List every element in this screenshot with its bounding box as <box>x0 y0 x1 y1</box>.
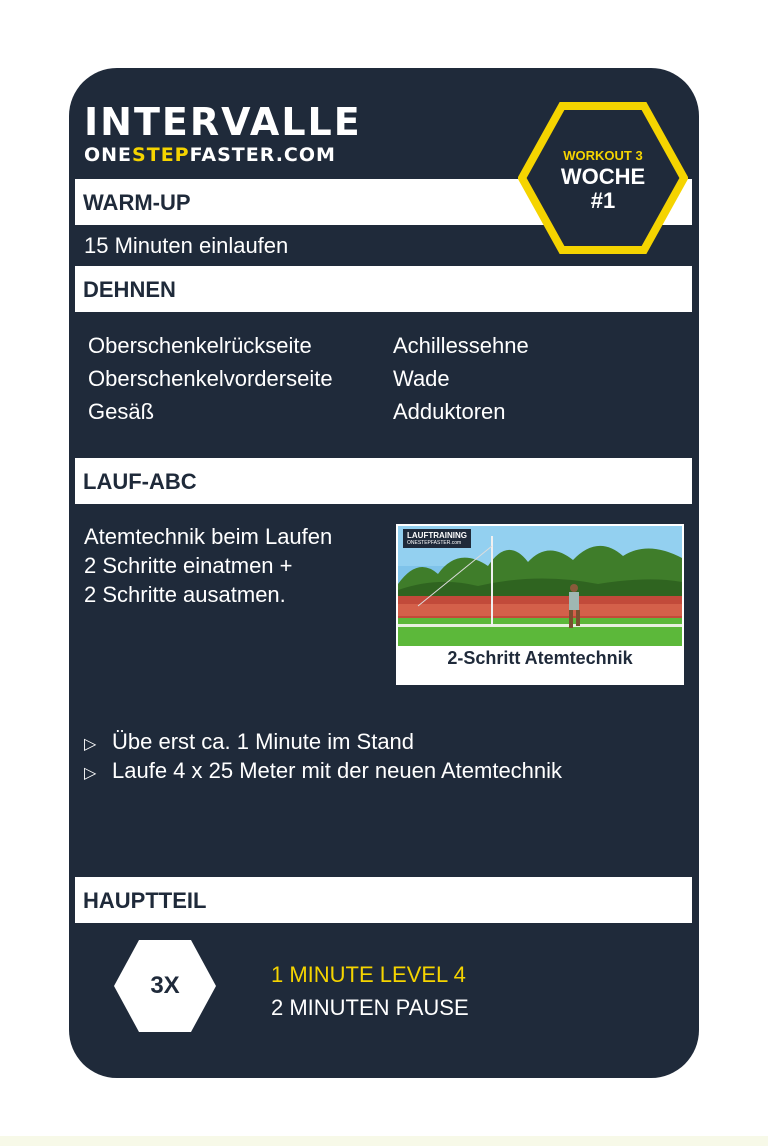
repeat-badge <box>112 938 218 1034</box>
section-heading-hauptteil: HAUPTTEIL <box>83 888 207 913</box>
brand-part-accent: STEP <box>132 144 190 166</box>
badge-week-number: #1 <box>590 188 616 213</box>
badge-week-word: WOCHE <box>560 164 646 189</box>
interval-pause: 2 MINUTEN PAUSE <box>271 995 469 1020</box>
section-bar-hauptteil <box>75 877 692 923</box>
laufabc-description <box>84 522 332 609</box>
stretch-list-left <box>88 329 333 428</box>
week-badge <box>518 102 688 254</box>
video-logo-line2: ONESTEPFASTER.com <box>407 540 462 546</box>
stretch-item: Oberschenkelrückseite <box>88 333 312 358</box>
instruction-bullet <box>84 756 562 789</box>
brand-part-1: ONE <box>84 144 133 166</box>
laufabc-line: 2 Schritte einatmen + <box>84 553 293 578</box>
triangle-bullet-icon: ▷ <box>84 765 97 782</box>
warmup-text: 15 Minuten einlaufen <box>84 233 289 258</box>
bottom-strip <box>0 1136 768 1146</box>
section-heading-dehnen: DEHNEN <box>83 277 176 302</box>
section-heading-warmup: WARM-UP <box>83 190 191 215</box>
badge-workout-label: WORKOUT 3 <box>563 148 643 163</box>
repeat-count: 3X <box>150 972 180 999</box>
badge-week-label <box>518 165 688 213</box>
section-bar-laufabc <box>75 458 692 504</box>
brand-part-2: FASTER.COM <box>189 144 336 166</box>
bullet-text: Laufe 4 x 25 Meter mit der neuen Atemtechnik <box>112 758 563 783</box>
video-logo <box>403 529 471 548</box>
stretch-item: Gesäß <box>88 399 155 424</box>
stretch-item: Adduktoren <box>393 399 506 424</box>
video-thumbnail[interactable] <box>396 524 684 685</box>
stretch-item: Oberschenkelvorderseite <box>88 366 333 391</box>
laufabc-line: Atemtechnik beim Laufen <box>84 524 333 549</box>
bullet-text: Übe erst ca. 1 Minute im Stand <box>112 729 415 754</box>
stretch-item: Wade <box>393 366 450 391</box>
section-bar-dehnen <box>75 266 692 312</box>
video-logo-line1: LAUFTRAINING <box>407 531 467 540</box>
card-title: INTERVALLE <box>84 100 362 144</box>
section-heading-laufabc: LAUF-ABC <box>83 469 197 494</box>
brand-url <box>84 144 336 166</box>
video-caption: 2-Schritt Atemtechnik <box>447 648 633 668</box>
stretch-item: Achillessehne <box>393 333 529 358</box>
stretch-list-right <box>393 329 529 428</box>
interval-level: 1 MINUTE LEVEL 4 <box>271 962 466 987</box>
laufabc-line: 2 Schritte ausatmen. <box>84 582 286 607</box>
triangle-bullet-icon: ▷ <box>84 736 97 753</box>
